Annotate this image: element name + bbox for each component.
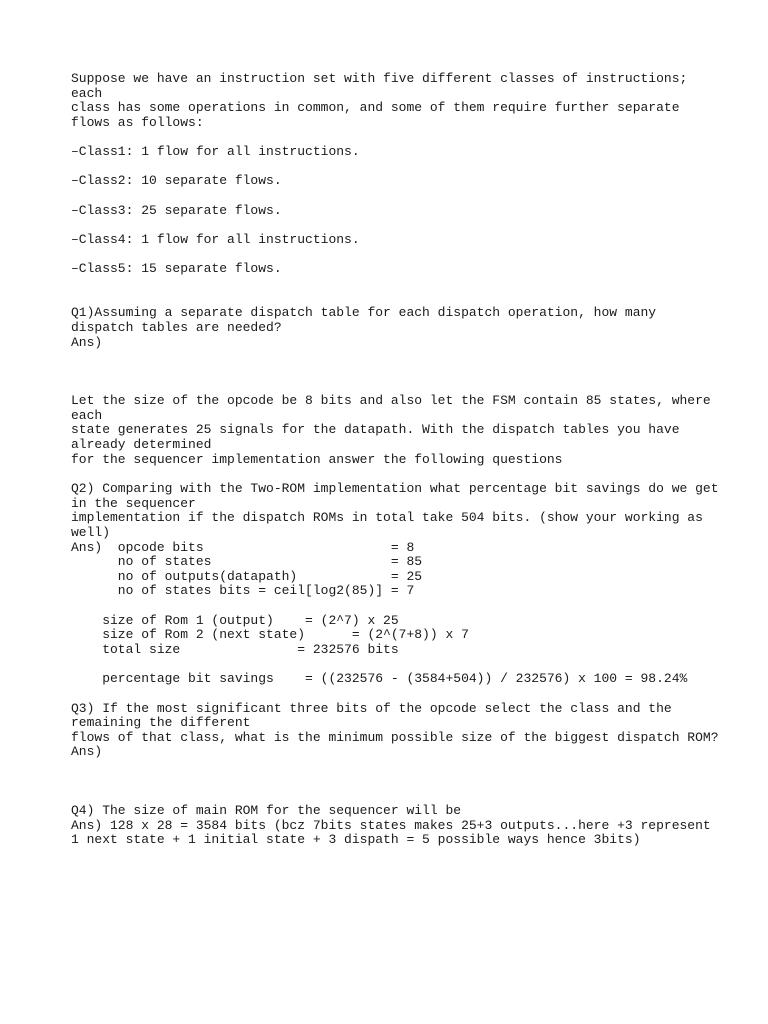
- q2-work-line: size of Rom 1 (output) = (2^7) x 25: [71, 612, 399, 628]
- q2-answer-line: Ans) opcode bits = 8: [71, 539, 415, 555]
- intro-line: Suppose we have an instruction set with five different classes of instructions;: [71, 71, 688, 86]
- spacer: [71, 350, 711, 365]
- class-item: –Class2: 10 separate flows.: [71, 173, 282, 189]
- q2-work-line: size of Rom 2 (next state) = (2^(7+8)) x 7: [71, 627, 469, 643]
- spacer: [71, 248, 711, 263]
- spacer: [71, 189, 711, 204]
- q4-answer-line: Ans) 128 x 28 = 3584 bits (bcz 7bits states makes 25+3 outputs...here +3 represent: [71, 817, 711, 833]
- spacer: [71, 131, 711, 146]
- q4-answer-line: 1 next state + 1 initial state + 3 dispath = 5 possible ways hence 3bits): [71, 832, 641, 848]
- class-item: –Class1: 1 flow for all instructions.: [71, 144, 360, 160]
- q3-answer: Ans): [71, 744, 103, 760]
- q2-work-line: total size = 232576 bits: [71, 641, 399, 657]
- intro-line: flows as follows:: [71, 114, 204, 130]
- intro-line: class has some operations in common, and some of them require further separate: [71, 100, 680, 116]
- spacer: [71, 789, 711, 804]
- q2-line: implementation if the dispatch ROMs in total take 504 bits. (show your working as: [71, 510, 703, 526]
- intro-line: each: [71, 85, 103, 101]
- spacer: [71, 160, 711, 175]
- spacer: [71, 760, 711, 775]
- spacer: [71, 658, 711, 673]
- context-line: for the sequencer implementation answer the following questions: [71, 451, 563, 467]
- spacer: [71, 365, 711, 380]
- q2-answer-line: no of states bits = ceil[log2(85)] = 7: [71, 583, 415, 599]
- q4-line: Q4) The size of main ROM for the sequencer will be: [71, 803, 462, 819]
- spacer: [71, 467, 711, 482]
- q2-line: well): [71, 524, 111, 540]
- context-line: each: [71, 407, 103, 423]
- q1-line: Q1)Assuming a separate dispatch table for each dispatch operation, how many: [71, 305, 657, 321]
- q2-line: Q2) Comparing with the Two-ROM implementation what percentage bit savings do we get: [71, 480, 719, 496]
- q2-answer-line: no of outputs(datapath) = 25: [71, 568, 423, 584]
- q3-line: Q3) If the most significant three bits of the opcode select the class and the: [71, 700, 672, 716]
- context-line: state generates 25 signals for the datapath. With the dispatch tables you have: [71, 422, 680, 438]
- q2-answer-line: no of states = 85: [71, 554, 423, 570]
- class-item: –Class3: 25 separate flows.: [71, 202, 282, 218]
- q3-line: flows of that class, what is the minimum possible size of the biggest dispatch ROM?: [71, 729, 719, 745]
- q1-line: dispatch tables are needed?: [71, 319, 282, 335]
- spacer: [71, 277, 711, 292]
- context-line: already determined: [71, 437, 212, 453]
- q3-line: remaining the different: [71, 715, 251, 731]
- q2-result: percentage bit savings = ((232576 - (3584+504)) / 232576) x 100 = 98.24%: [71, 671, 688, 687]
- spacer: [71, 379, 711, 394]
- spacer: [71, 775, 711, 790]
- spacer: [71, 292, 711, 307]
- q2-line: in the sequencer: [71, 495, 196, 511]
- spacer: [71, 599, 711, 614]
- document-page: [71, 71, 719, 848]
- class-item: –Class4: 1 flow for all instructions.: [71, 232, 360, 248]
- spacer: [71, 218, 711, 233]
- q1-answer: Ans): [71, 334, 103, 350]
- spacer: [71, 687, 711, 702]
- class-item: –Class5: 15 separate flows.: [71, 261, 282, 277]
- context-line: Let the size of the opcode be 8 bits and also let the FSM contain 85 states, where: [71, 393, 711, 409]
